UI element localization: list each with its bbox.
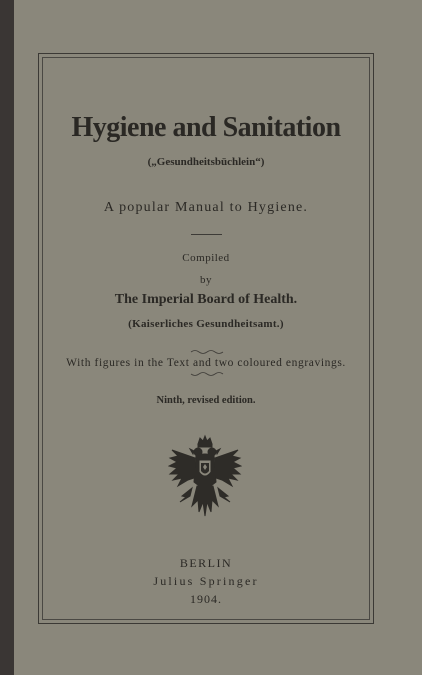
ornament-rule-top	[190, 349, 224, 355]
publisher-name: Julius Springer	[153, 574, 259, 588]
compiled-label: Compiled	[182, 252, 230, 264]
by-label: by	[200, 274, 212, 286]
author-name: The Imperial Board of Health.	[114, 292, 298, 307]
book-subtitle: („Gesundheitsbüchlein“)	[147, 156, 265, 168]
publication-city: BERLIN	[179, 556, 233, 570]
book-title: Hygiene and Sanitation	[71, 112, 341, 143]
divider-rule	[191, 234, 222, 235]
imperial-eagle-icon	[168, 434, 242, 526]
book-description: A popular Manual to Hygiene.	[103, 200, 309, 215]
edition-note: Ninth, revised edition.	[156, 395, 256, 406]
publication-year: 1904.	[190, 592, 222, 606]
illustrations-note: With figures in the Text and two coloured engravings.	[66, 357, 346, 369]
author-german-name: (Kaiserliches Gesundheitsamt.)	[128, 318, 284, 330]
ornament-rule-bottom	[190, 371, 224, 377]
book-spine	[0, 0, 14, 675]
